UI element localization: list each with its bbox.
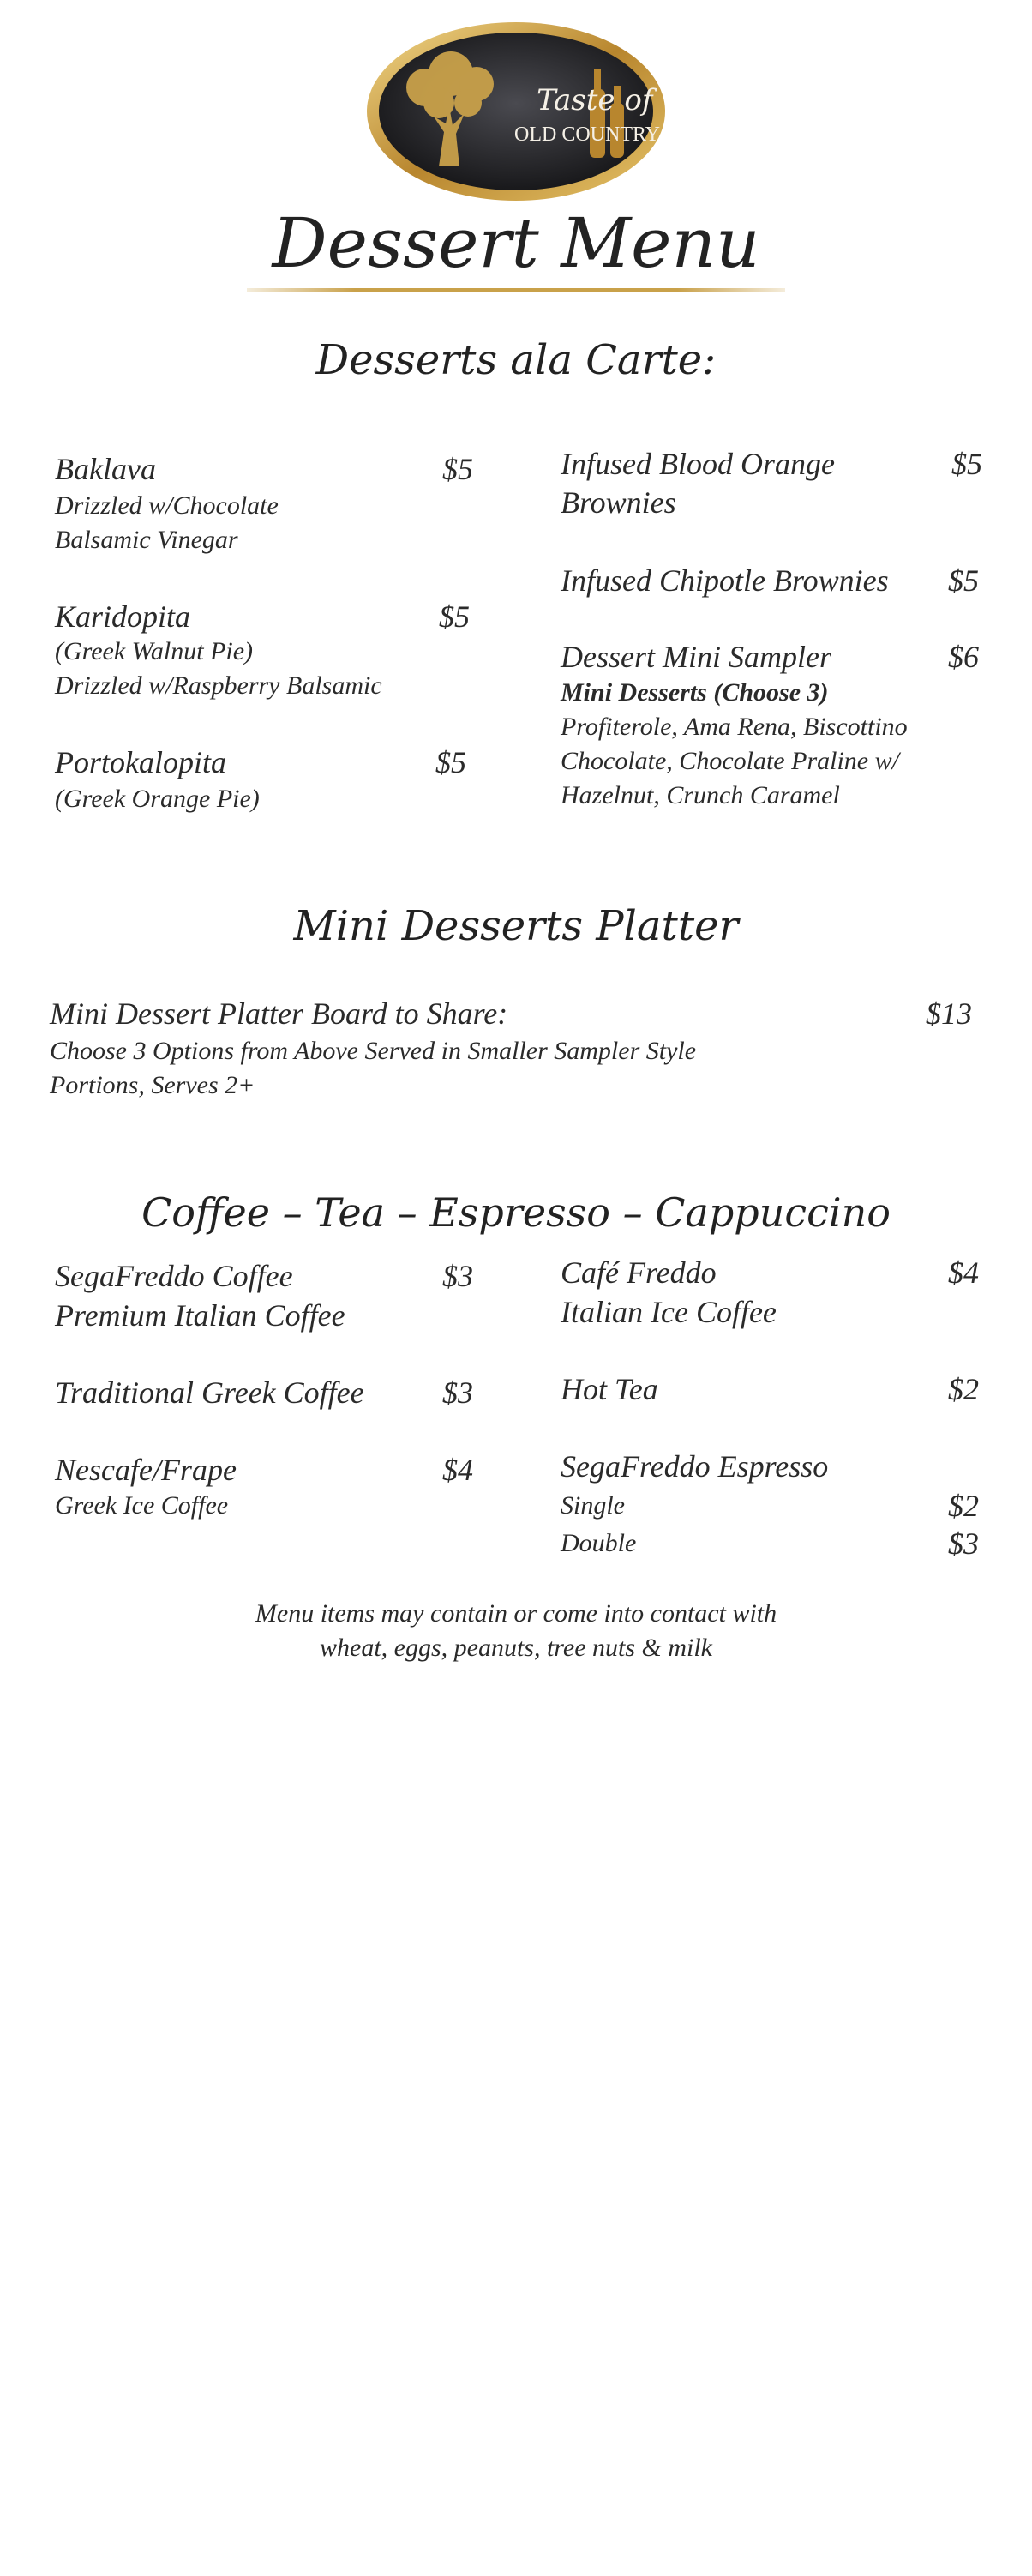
item-price-blood-orange-brownies: $5 xyxy=(951,447,982,481)
item-desc: Chocolate, Chocolate Praline w/ xyxy=(561,747,899,775)
svg-text:OLD COUNTRY: OLD COUNTRY xyxy=(514,123,661,146)
section-heading-ala-carte: Desserts ala Carte: xyxy=(315,336,717,384)
section-heading-coffee: Coffee – Tea – Espresso – Cappuccino xyxy=(141,1189,891,1236)
item-price-segafreddo-coffee: $3 xyxy=(442,1259,473,1293)
item-name-greek-coffee: Traditional Greek Coffee xyxy=(55,1375,364,1410)
item-price-portokalopita: $5 xyxy=(435,745,466,779)
item-desc: (Greek Walnut Pie) xyxy=(55,637,254,665)
item-desc: Hazelnut, Crunch Caramel xyxy=(561,781,840,810)
page-title: Dessert Menu xyxy=(272,203,760,283)
allergen-disclaimer-line: wheat, eggs, peanuts, tree nuts & milk xyxy=(320,1634,712,1662)
item-name-chipotle-brownies: Infused Chipotle Brownies xyxy=(561,563,889,598)
option-label-single: Single xyxy=(561,1491,625,1520)
restaurant-logo xyxy=(365,21,667,202)
item-name-portokalopita: Portokalopita xyxy=(55,745,226,779)
item-desc: Portions, Serves 2+ xyxy=(50,1071,255,1099)
item-price-nescafe-frape: $4 xyxy=(442,1453,473,1487)
item-desc: Drizzled w/Raspberry Balsamic xyxy=(55,671,382,700)
section-heading-platter: Mini Desserts Platter xyxy=(293,902,739,950)
svg-text:Taste of: Taste of xyxy=(537,83,653,117)
item-subhead: Mini Desserts (Choose 3) xyxy=(561,678,829,707)
item-desc: (Greek Orange Pie) xyxy=(55,785,260,813)
item-price-mini-sampler: $6 xyxy=(948,640,979,674)
item-name-hot-tea: Hot Tea xyxy=(561,1372,658,1406)
item-name-karidopita: Karidopita xyxy=(55,599,191,634)
item-price-baklava: $5 xyxy=(442,452,473,486)
item-price-cafe-freddo: $4 xyxy=(948,1255,979,1290)
item-price-greek-coffee: $3 xyxy=(442,1375,473,1410)
item-name-line: Italian Ice Coffee xyxy=(561,1295,777,1329)
item-name-line: Premium Italian Coffee xyxy=(55,1298,345,1333)
item-desc: Drizzled w/Chocolate xyxy=(55,491,279,520)
item-name-nescafe-frape: Nescafe/Frape xyxy=(55,1453,237,1487)
item-desc: Profiterole, Ama Rena, Biscottino xyxy=(561,713,908,741)
option-label-double: Double xyxy=(561,1529,637,1557)
item-desc: Choose 3 Options from Above Served in Smaller Sampler Style xyxy=(50,1037,697,1065)
item-desc: Balsamic Vinegar xyxy=(55,526,238,554)
item-desc: Greek Ice Coffee xyxy=(55,1491,229,1520)
item-name-cafe-freddo: Café Freddo xyxy=(561,1255,717,1290)
item-price-hot-tea: $2 xyxy=(948,1372,979,1406)
item-price-platter: $13 xyxy=(926,996,972,1031)
title-divider xyxy=(247,288,785,292)
item-name-platter: Mini Dessert Platter Board to Share: xyxy=(50,996,508,1031)
allergen-disclaimer-line: Menu items may contain or come into contact with xyxy=(255,1599,777,1628)
item-name-line: Brownies xyxy=(561,485,676,520)
item-name-segafreddo-espresso: SegaFreddo Espresso xyxy=(561,1449,829,1484)
logo-emblem-icon xyxy=(365,21,667,202)
item-name-blood-orange-brownies: Infused Blood Orange xyxy=(561,447,835,481)
item-name-baklava: Baklava xyxy=(55,452,156,486)
item-price-chipotle-brownies: $5 xyxy=(948,563,979,598)
item-name-segafreddo-coffee: SegaFreddo Coffee xyxy=(55,1259,293,1293)
option-price-double: $3 xyxy=(948,1526,979,1561)
item-name-mini-sampler: Dessert Mini Sampler xyxy=(561,640,831,674)
item-price-karidopita: $5 xyxy=(439,599,470,634)
option-price-single: $2 xyxy=(948,1489,979,1523)
